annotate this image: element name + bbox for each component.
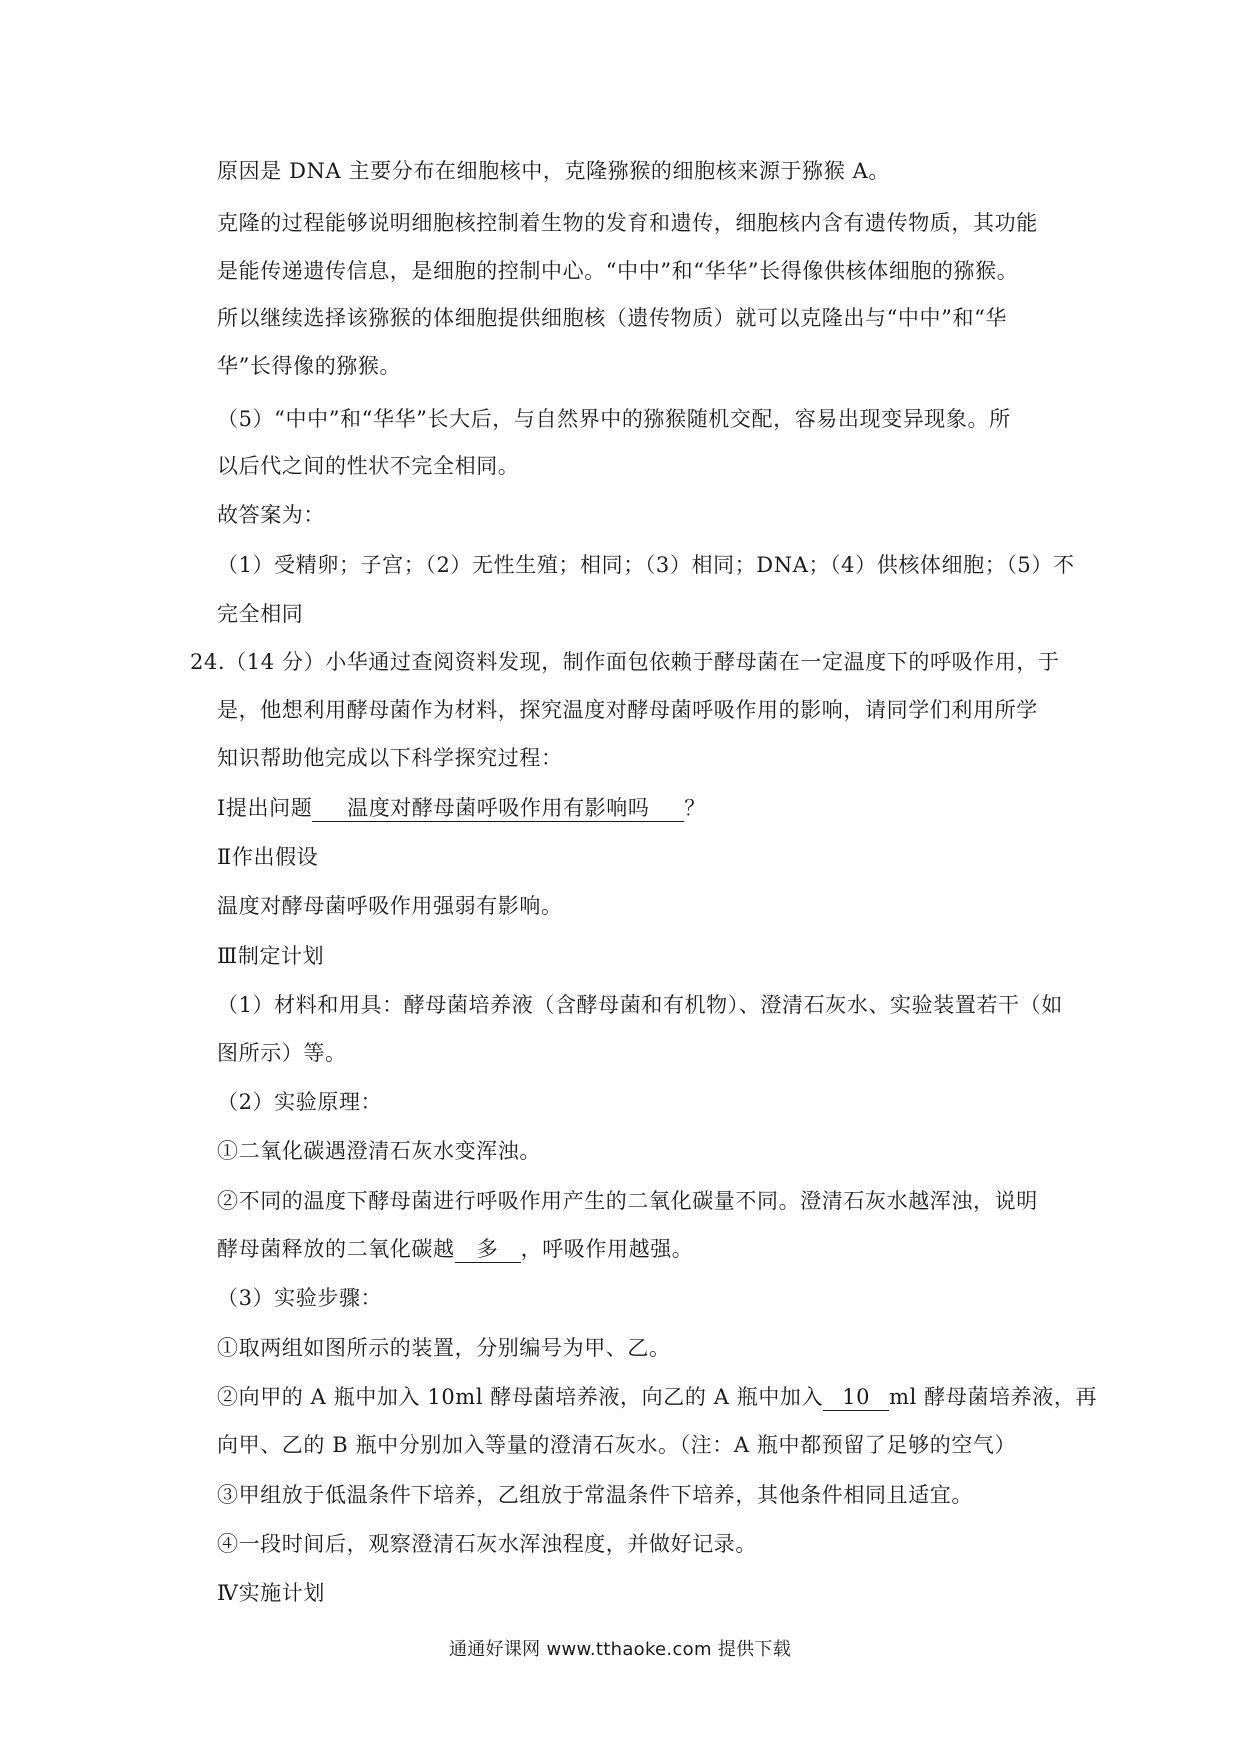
- text-line: （5）“中中”和“华华”长大后，与自然界中的猕猴随机交配，容易出现变异现象。所: [217, 407, 1011, 431]
- step-line: [217, 1382, 1097, 1412]
- question-24-stem: 24.（14 分）小华通过查阅资料发现，制作面包依赖于酵母菌在一定温度下的呼吸作用，于: [190, 650, 1060, 674]
- text-line: 克隆的过程能够说明细胞核控制着生物的发育和遗传，细胞核内含有遗传物质，其功能: [217, 211, 1038, 235]
- text-line: 故答案为：: [217, 503, 325, 527]
- text-span: 酵母菌释放的二氧化碳越: [217, 1237, 455, 1261]
- text-line: 华”长得像的猕猴。: [217, 354, 402, 378]
- answer-blank: 温度对酵母菌呼吸作用有影响吗: [312, 795, 684, 822]
- text-line: （2）实验原理：: [217, 1090, 383, 1114]
- text-line: 知识帮助他完成以下科学探究过程：: [217, 746, 563, 770]
- text-line: （1）受精卵；子宫；（2）无性生殖；相同；（3）相同；DNA；（4）供核体细胞；（5）不: [217, 553, 1075, 577]
- text-span: ②向甲的 A 瓶中加入 10ml 酵母菌培养液，向乙的 A 瓶中加入: [217, 1385, 824, 1409]
- footer-source: 通通好课网 www.tthaoke.com 提供下载: [448, 1639, 792, 1660]
- step-implement: Ⅳ实施计划: [217, 1581, 325, 1605]
- text-line: 温度对酵母菌呼吸作用强弱有影响。: [217, 894, 563, 918]
- text-line: （3）实验步骤：: [217, 1286, 383, 1310]
- text-line: 是能传递遗传信息，是细胞的控制中心。“中中”和“华华”长得像供核体细胞的猕猴。: [217, 259, 1019, 283]
- text-span: ml 酵母菌培养液，再: [889, 1385, 1098, 1409]
- principle-line: [217, 1234, 693, 1264]
- step-ask-question: [217, 793, 706, 823]
- text-line: 图所示）等。: [217, 1041, 347, 1065]
- text-span: ，呼吸作用越强。: [520, 1237, 694, 1261]
- text-line: ①二氧化碳遇澄清石灰水变浑浊。: [217, 1139, 541, 1163]
- text-line: ④一段时间后，观察澄清石灰水浑浊程度，并做好记录。: [217, 1532, 757, 1556]
- text-line: 原因是 DNA 主要分布在细胞核中，克隆猕猴的细胞核来源于猕猴 A。: [217, 159, 890, 183]
- text-line: 是，他想利用酵母菌作为材料，探究温度对酵母菌呼吸作用的影响，请同学们利用所学: [217, 698, 1038, 722]
- answer-blank: 多: [455, 1236, 521, 1263]
- text-line: ②不同的温度下酵母菌进行呼吸作用产生的二氧化碳量不同。澄清石灰水越浑浊，说明: [217, 1189, 1038, 1213]
- step-label: Ⅰ提出问题: [217, 796, 313, 820]
- text-line: （1）材料和用具：酵母菌培养液（含酵母菌和有机物）、澄清石灰水、实验装置若干（如: [217, 993, 1063, 1017]
- text-line: ①取两组如图所示的装置，分别编号为甲、乙。: [217, 1336, 671, 1360]
- text-line: 完全相同: [217, 602, 304, 626]
- step-hypothesis: Ⅱ作出假设: [217, 845, 319, 869]
- text-line: ③甲组放于低温条件下培养，乙组放于常温条件下培养，其他条件相同且适宜。: [217, 1483, 973, 1507]
- text-line: 所以继续选择该猕猴的体细胞提供细胞核（遗传物质）就可以克隆出与“中中”和“华: [217, 306, 1008, 330]
- step-plan: Ⅲ制定计划: [217, 944, 325, 968]
- answer-blank: 10: [823, 1384, 889, 1411]
- punctuation: ？: [684, 796, 706, 820]
- text-line: 向甲、乙的 B 瓶中分别加入等量的澄清石灰水。（注：A 瓶中都预留了足够的空气）: [217, 1433, 1017, 1457]
- text-line: 以后代之间的性状不完全相同。: [217, 454, 520, 478]
